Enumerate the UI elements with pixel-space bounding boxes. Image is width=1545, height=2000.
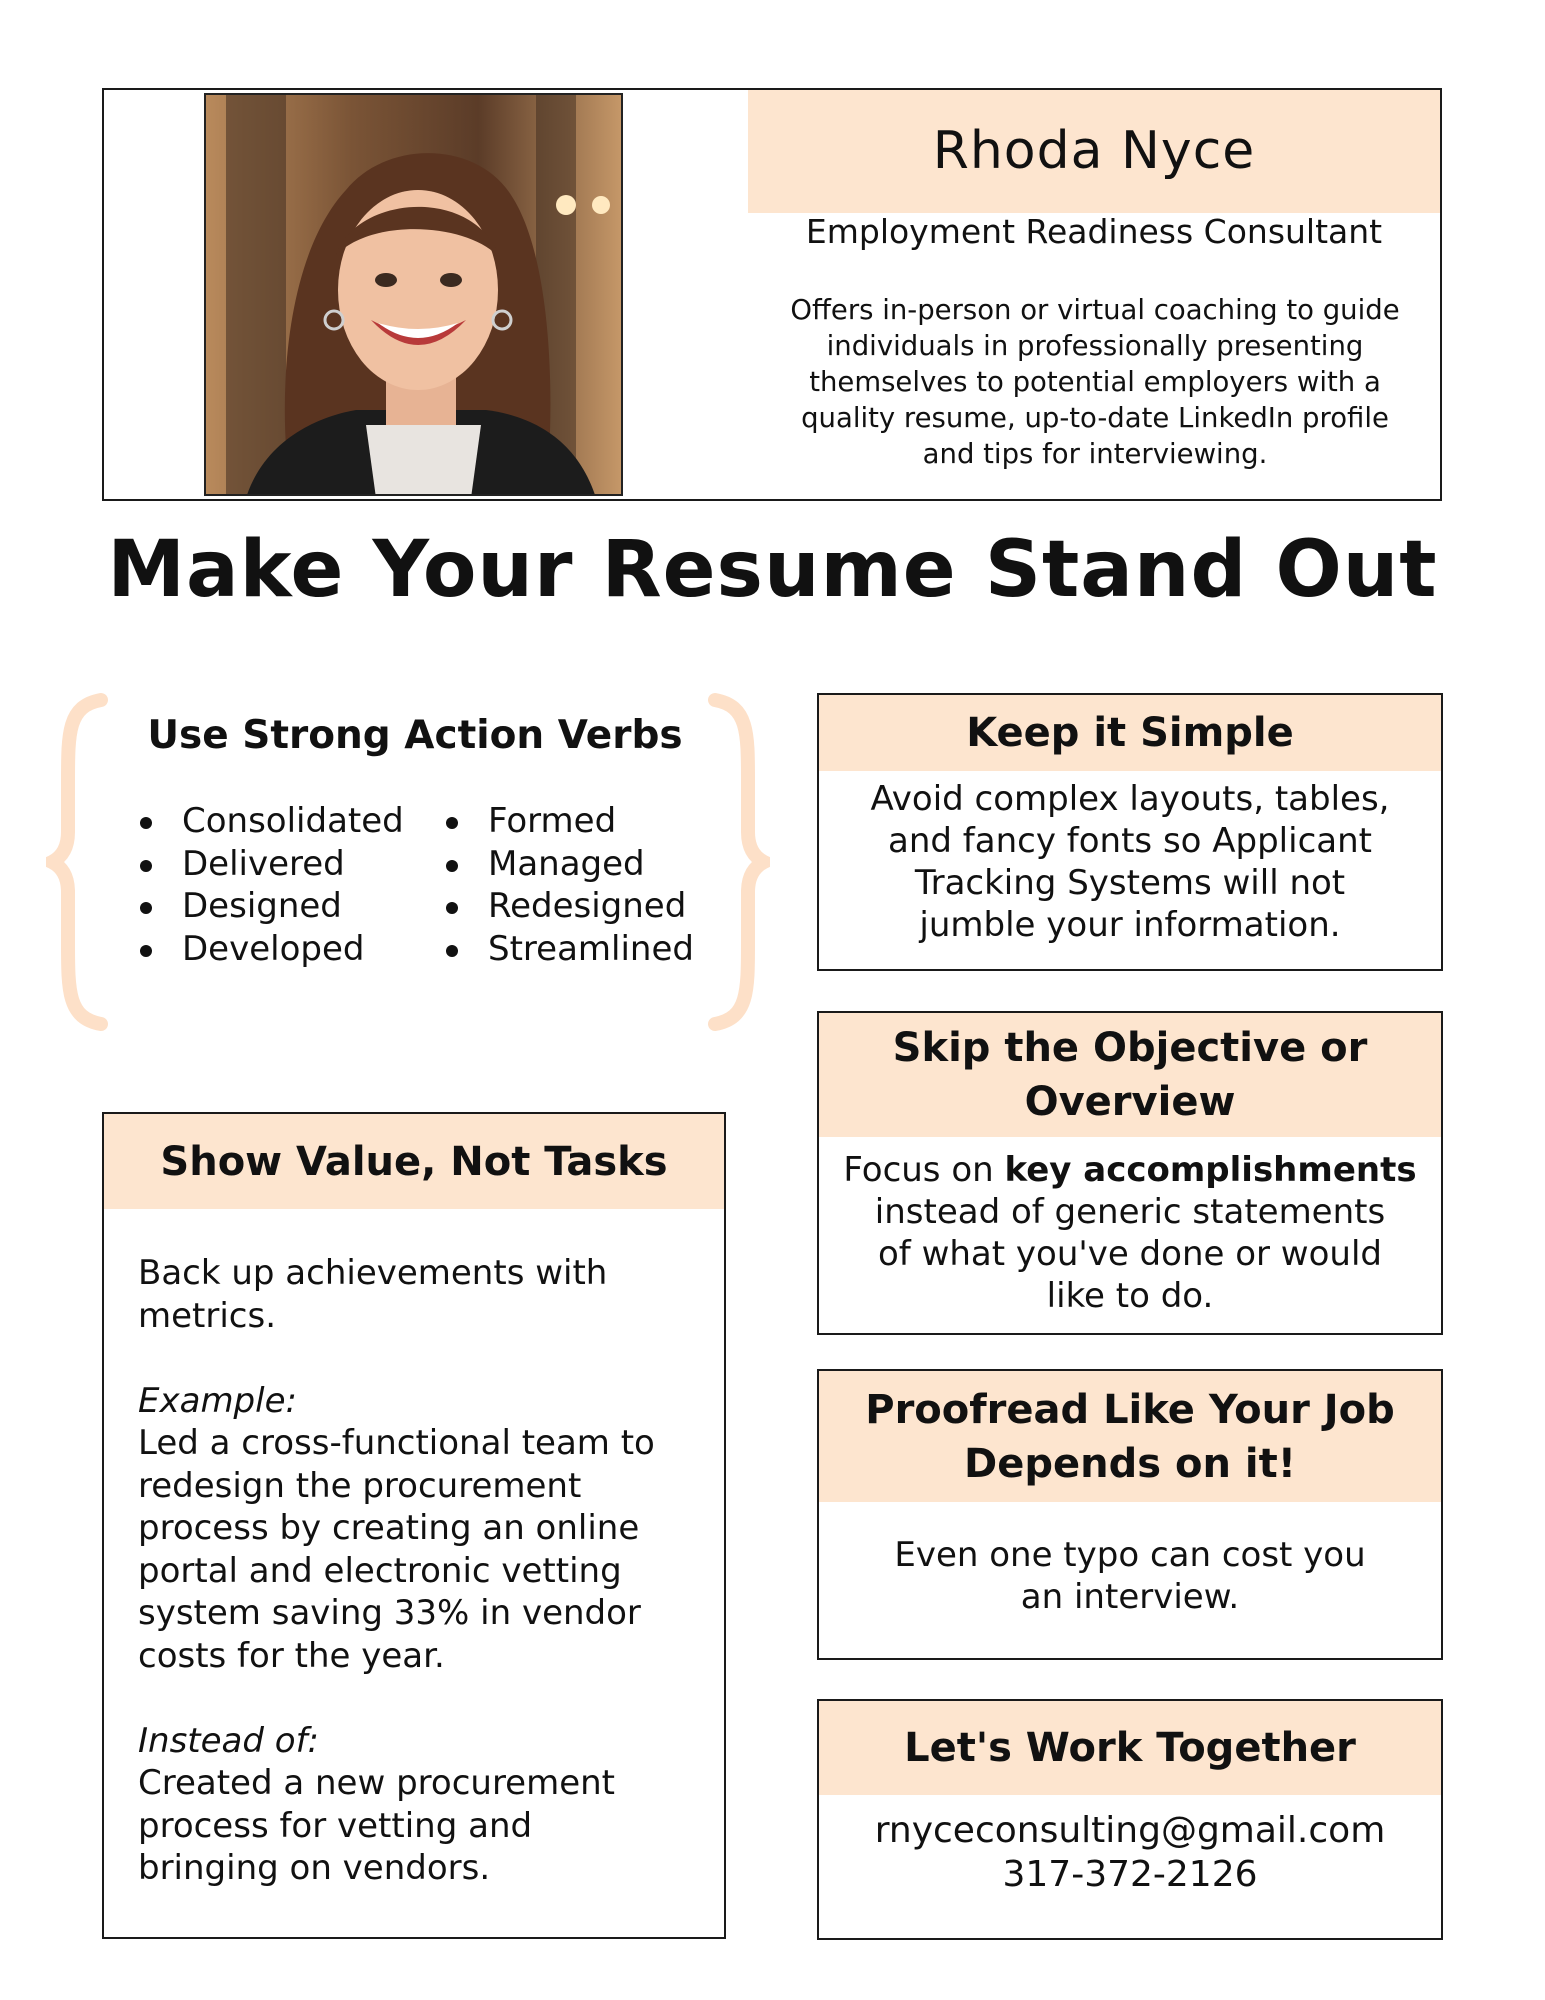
value-intro — [138, 1252, 708, 1337]
card-heading — [104, 1114, 724, 1209]
consultant-intro — [755, 292, 1435, 472]
card-heading — [819, 1013, 1441, 1137]
body-line: Created a new procurement — [138, 1763, 616, 1803]
body-line: system saving 33% in vendor — [138, 1593, 641, 1633]
card-heading — [819, 1371, 1441, 1502]
card-heading — [819, 695, 1441, 771]
list-item: Consolidated — [138, 800, 404, 843]
card-body — [819, 1149, 1441, 1317]
card-heading — [819, 1701, 1441, 1795]
skip-objective-card — [817, 1011, 1443, 1335]
intro-line: and tips for interviewing. — [922, 438, 1268, 470]
intro-line: individuals in professionally presenting — [826, 330, 1364, 362]
list-item: Managed — [444, 843, 694, 886]
card-body — [819, 1534, 1441, 1618]
value-instead — [138, 1720, 708, 1890]
card-body — [819, 1809, 1441, 1897]
show-value-card — [102, 1112, 726, 1939]
intro-line: quality resume, up-to-date LinkedIn profile — [801, 402, 1389, 434]
proofread-title-line: Depends on it! — [964, 1440, 1296, 1487]
proofread-title-line: Proofread Like Your Job — [865, 1386, 1395, 1433]
list-item: Developed — [138, 928, 404, 971]
action-verbs-list-left — [138, 800, 404, 970]
contact-card — [817, 1699, 1443, 1940]
contact-phone[interactable]: 317-372-2126 — [1002, 1854, 1258, 1895]
intro-line: themselves to potential employers with a — [809, 366, 1381, 398]
body-emphasis: key accomplishments — [1004, 1150, 1417, 1190]
list-item: Formed — [444, 800, 694, 843]
skip-objective-title-line: Skip the Objective or — [892, 1025, 1368, 1071]
body-line: Even one typo can cost you — [894, 1535, 1366, 1575]
body-line: metrics. — [138, 1295, 277, 1336]
body-line: an interview. — [1020, 1577, 1240, 1617]
consultant-role: Employment Readiness Consultant — [805, 212, 1383, 251]
body-lead: Focus on — [843, 1150, 1005, 1190]
keep-simple-title: Keep it Simple — [966, 710, 1294, 756]
intro-line: Offers in-person or virtual coaching to guide — [790, 294, 1400, 326]
body-line: of what you've done or would — [877, 1234, 1382, 1274]
keep-simple-card — [817, 693, 1443, 971]
show-value-title: Show Value, Not Tasks — [160, 1138, 668, 1185]
consultant-name: Rhoda Nyce — [932, 121, 1256, 181]
body-line: process by creating an online — [138, 1508, 640, 1548]
card-body — [819, 778, 1441, 946]
example-label: Example: — [138, 1380, 297, 1421]
name-banner — [748, 90, 1440, 213]
contact-email[interactable]: rnyceconsulting@gmail.com — [874, 1810, 1386, 1851]
card-body — [138, 1252, 708, 1932]
body-line: like to do. — [1046, 1276, 1214, 1316]
body-line — [819, 1149, 1441, 1191]
list-item: Designed — [138, 885, 404, 928]
body-line: Back up achievements with — [138, 1253, 608, 1293]
body-line: bringing on vendors. — [138, 1848, 491, 1888]
page-title: Make Your Resume Stand Out — [107, 525, 1438, 615]
list-item: Delivered — [138, 843, 404, 886]
proofread-card — [817, 1369, 1443, 1660]
body-line: instead of generic statements — [874, 1192, 1386, 1232]
body-line: jumble your information. — [919, 905, 1341, 945]
portrait-image — [206, 95, 623, 496]
body-line: Tracking Systems will not — [914, 863, 1346, 903]
body-line: process for vetting and — [138, 1805, 533, 1846]
contact-title: Let's Work Together — [904, 1725, 1356, 1771]
profile-photo — [204, 93, 623, 496]
action-verbs-list-right — [444, 800, 694, 970]
body-line: and fancy fonts so Applicant — [888, 821, 1372, 861]
body-line: costs for the year. — [138, 1635, 445, 1676]
list-item: Streamlined — [444, 928, 694, 971]
skip-objective-title-line: Overview — [1024, 1079, 1236, 1125]
list-item: Redesigned — [444, 885, 694, 928]
body-line: redesign the procurement — [138, 1465, 582, 1506]
instead-label: Instead of: — [138, 1720, 319, 1761]
value-example — [138, 1380, 708, 1678]
action-verbs-heading: Use Strong Action Verbs — [147, 713, 683, 758]
body-line: Avoid complex layouts, tables, — [870, 779, 1390, 819]
body-line: portal and electronic vetting — [138, 1550, 622, 1591]
body-line: Led a cross-functional team to — [138, 1423, 655, 1463]
